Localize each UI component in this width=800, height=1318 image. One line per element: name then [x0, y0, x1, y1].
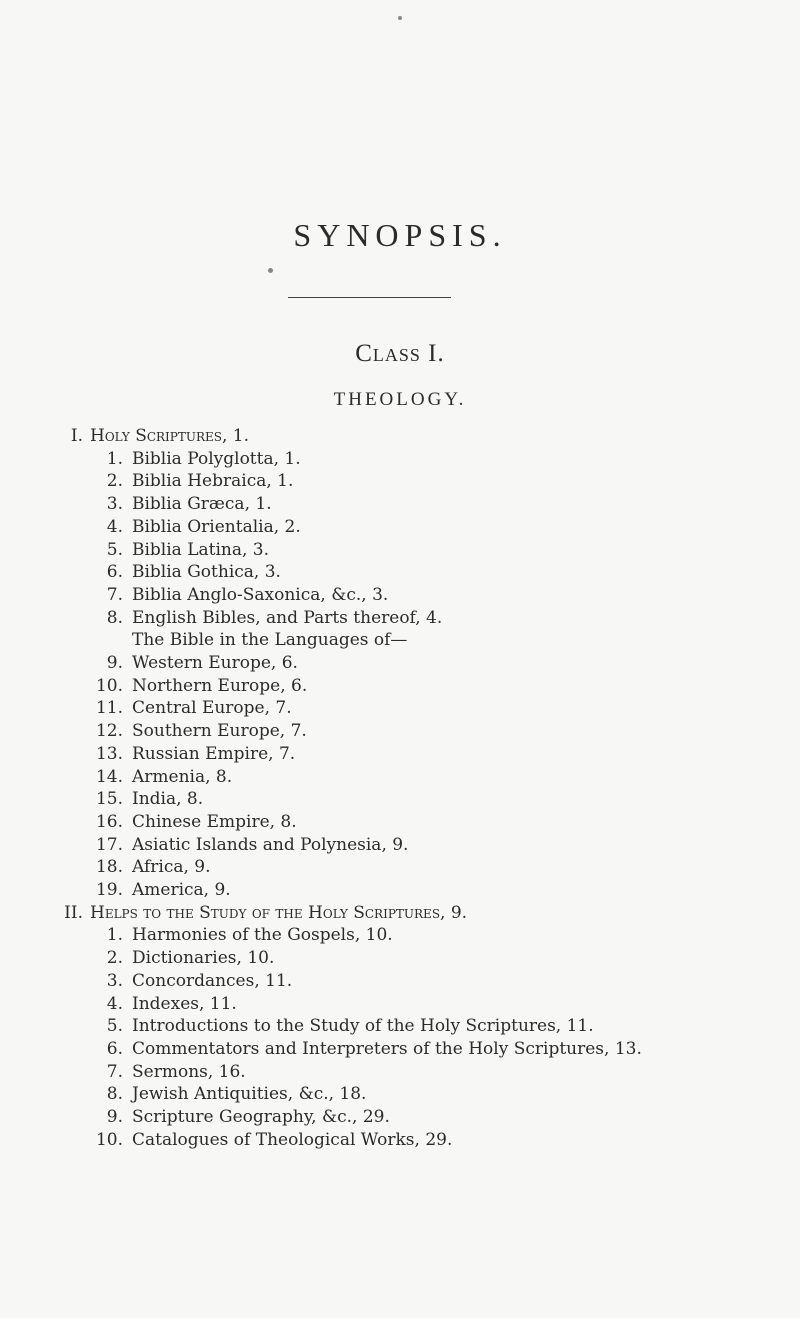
title-rule	[288, 297, 451, 298]
list-item-text: Catalogues of Theological Works, 29.	[132, 1129, 453, 1150]
list-item-text: Asiatic Islands and Polynesia, 9.	[132, 834, 409, 855]
list-item-text: Central Europe, 7.	[132, 698, 292, 719]
list-item-text: Russian Empire, 7.	[132, 743, 296, 764]
list-item-number: 1.	[106, 448, 123, 469]
list-item-number: 2.	[106, 948, 123, 969]
page-title: SYNOPSIS.	[293, 217, 507, 253]
list-item-number: 9.	[106, 653, 123, 673]
list-item-text: Scripture Geography, &c., 29.	[132, 1107, 390, 1127]
list-item-number: 5.	[106, 1016, 123, 1037]
list-item-text: Biblia Græca, 1.	[132, 494, 272, 515]
list-item-text: Introductions to the Study of the Holy Scriptures, 11.	[132, 1016, 594, 1037]
list-item-number: 7.	[106, 1061, 123, 1082]
list-item-text: Indexes, 11.	[132, 993, 237, 1014]
list-item-number: 18.	[95, 857, 123, 878]
list-item-number: 10.	[95, 675, 123, 696]
list-item-number: 8.	[106, 607, 123, 628]
list-item-number: 8.	[106, 1084, 123, 1105]
list-item-text: Chinese Empire, 8.	[132, 811, 297, 832]
section-heading-number: I.	[70, 426, 83, 446]
list-item-text: Biblia Anglo-Saxonica, &c., 3.	[132, 584, 389, 605]
list-item-number: 2.	[106, 471, 123, 492]
list-item-text: Biblia Orientalia, 2.	[132, 516, 301, 537]
list-item-number: 4.	[106, 516, 123, 537]
list-item-text: Armenia, 8.	[132, 766, 233, 787]
list-item-text: Biblia Latina, 3.	[132, 539, 270, 560]
list-item-text: English Bibles, and Parts thereof, 4.	[132, 607, 443, 628]
list-item-number: 7.	[106, 584, 123, 605]
list-item-text: Western Europe, 6.	[132, 653, 298, 673]
list-item-text: India, 8.	[132, 789, 204, 810]
list-item-number: 10.	[95, 1129, 123, 1150]
list-item-number: 3.	[106, 494, 123, 515]
list-item-number: 16.	[95, 811, 123, 832]
list-item-number: 14.	[95, 766, 123, 787]
list-item-number: 3.	[106, 970, 123, 991]
list-item-number: 6.	[106, 1038, 123, 1059]
list-item-text: America, 9.	[132, 880, 231, 900]
list-item-text: Commentators and Interpreters of the Holy Scriptures, 13.	[132, 1038, 642, 1059]
list-item-number: 1.	[106, 925, 123, 946]
list-item-text: Biblia Polyglotta, 1.	[132, 448, 301, 469]
list-subheading-text: The Bible in the Languages of—	[132, 630, 408, 651]
list-item-text: Jewish Antiquities, &c., 18.	[132, 1084, 367, 1105]
list-item-number: 11.	[95, 698, 123, 719]
list-item-text: Biblia Hebraica, 1.	[132, 471, 294, 492]
paper-speck	[398, 16, 402, 20]
list-item-text: Concordances, 11.	[132, 970, 293, 991]
list-item-number: 6.	[106, 562, 123, 583]
list-item-text: Harmonies of the Gospels, 10.	[132, 925, 393, 946]
list-item-text: Biblia Gothica, 3.	[132, 562, 281, 583]
paper-speck	[268, 268, 273, 273]
section-heading-text: Helps to the Study of the Holy Scriptures, 9.	[90, 902, 468, 923]
section-heading-text: Holy Scriptures, 1.	[90, 426, 250, 446]
list-item-number: 17.	[95, 834, 123, 855]
list-item-number: 5.	[106, 539, 123, 560]
list-item-text: Africa, 9.	[132, 857, 211, 878]
section-heading-number: II.	[64, 902, 83, 923]
list-item-number: 9.	[106, 1107, 123, 1127]
list-item-text: Sermons, 16.	[132, 1061, 246, 1082]
list-item-text: Northern Europe, 6.	[132, 675, 308, 696]
list-item-number: 19.	[95, 880, 123, 900]
list-item-number: 13.	[95, 743, 123, 764]
subject-heading: THEOLOGY.	[333, 389, 467, 410]
list-item-text: Dictionaries, 10.	[132, 948, 275, 969]
list-item-number: 4.	[106, 993, 123, 1014]
list-item-text: Southern Europe, 7.	[132, 721, 307, 742]
list-item-number: 15.	[95, 789, 123, 810]
class-heading: Class I.	[355, 340, 445, 367]
list-item-number: 12.	[95, 721, 123, 742]
